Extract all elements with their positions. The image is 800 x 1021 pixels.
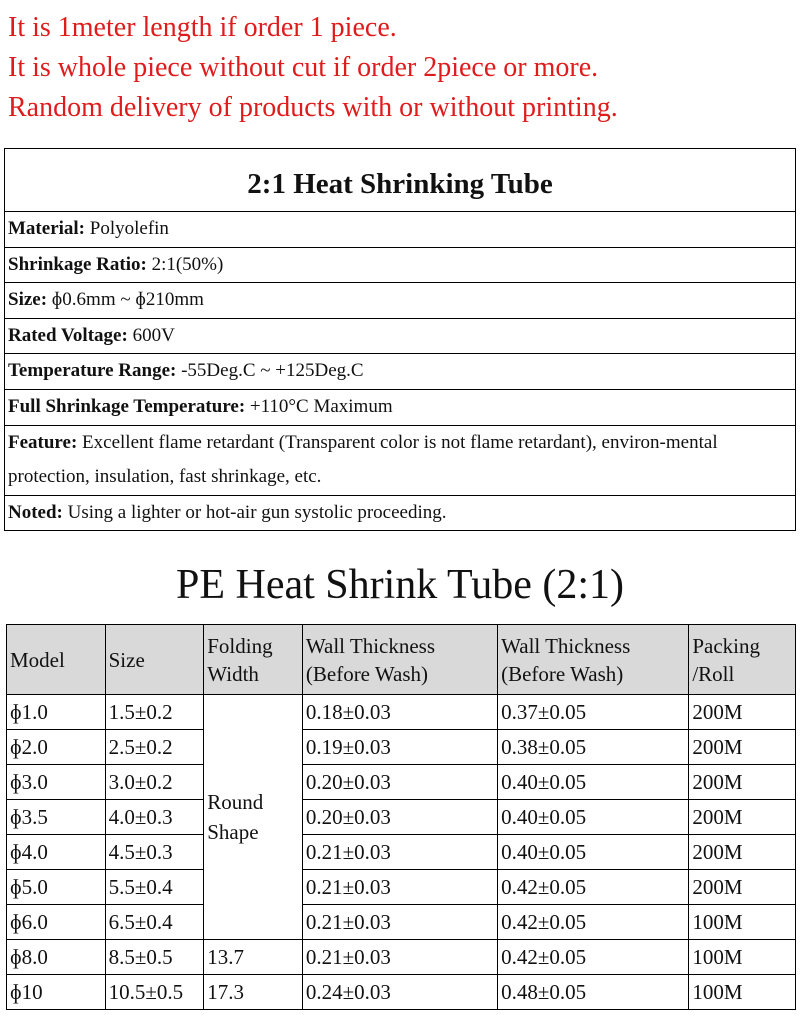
notice-line: It is 1meter length if order 1 piece. — [8, 12, 397, 43]
cell-size: 4.0±0.3 — [105, 800, 204, 835]
cell-model: ɸ3.0 — [7, 765, 106, 800]
spec-value: +110°C Maximum — [245, 395, 393, 417]
spec-row-noted — [5, 496, 795, 531]
cell-packing: 200M — [689, 765, 796, 800]
spec-value: 2:1(50%) — [146, 253, 224, 275]
cell-packing: 200M — [689, 695, 796, 730]
table-row — [7, 940, 796, 975]
table-row — [7, 765, 796, 800]
cell-wall-thickness: 0.21±0.03 — [302, 835, 497, 870]
spec-row-full-shrinkage — [5, 390, 795, 426]
spec-box — [4, 148, 796, 531]
cell-size: 2.5±0.2 — [105, 730, 204, 765]
col-header-wall-thickness: Wall Thickness (Before Wash) — [302, 625, 497, 695]
cell-folding-width: 13.7 — [204, 940, 303, 975]
cell-size: 5.5±0.4 — [105, 870, 204, 905]
table-header-row — [7, 625, 796, 695]
pe-table-title: PE Heat Shrink Tube (2:1) — [175, 562, 624, 608]
cell-size: 4.5±0.3 — [105, 835, 204, 870]
cell-wall-thickness: 0.19±0.03 — [302, 730, 497, 765]
cell-packing: 100M — [689, 940, 796, 975]
cell-size: 8.5±0.5 — [105, 940, 204, 975]
cell-wall-thickness: 0.21±0.03 — [302, 940, 497, 975]
notice-line: Random delivery of products with or without printing. — [8, 92, 618, 123]
spec-row-size — [5, 283, 795, 319]
cell-wall-thickness: 0.21±0.03 — [302, 870, 497, 905]
cell-wall-thickness: 0.38±0.05 — [498, 730, 689, 765]
cell-model: ɸ5.0 — [7, 870, 106, 905]
cell-model: ɸ6.0 — [7, 905, 106, 940]
cell-packing: 200M — [689, 730, 796, 765]
cell-model: ɸ1.0 — [7, 695, 106, 730]
spec-row-material — [5, 212, 795, 248]
cell-size: 6.5±0.4 — [105, 905, 204, 940]
cell-model: ɸ10 — [7, 975, 106, 1010]
spec-label: Noted: — [8, 501, 63, 523]
cell-size: 1.5±0.2 — [105, 695, 204, 730]
spec-label: Temperature Range: — [8, 360, 177, 382]
cell-wall-thickness: 0.42±0.05 — [498, 870, 689, 905]
spec-label: Feature: — [8, 431, 78, 453]
col-header-folding-width: Folding Width — [204, 625, 303, 695]
cell-packing: 200M — [689, 870, 796, 905]
cell-wall-thickness: 0.42±0.05 — [498, 940, 689, 975]
cell-packing: 200M — [689, 835, 796, 870]
cell-wall-thickness: 0.21±0.03 — [302, 905, 497, 940]
spec-row-feature — [5, 426, 795, 496]
table-row — [7, 835, 796, 870]
cell-folding-width: 17.3 — [204, 975, 303, 1010]
notice-line: It is whole piece without cut if order 2piece or more. — [8, 52, 599, 83]
cell-packing: 100M — [689, 905, 796, 940]
spec-label: Full Shrinkage Temperature: — [8, 395, 246, 417]
cell-wall-thickness: 0.20±0.03 — [302, 800, 497, 835]
size-table — [6, 624, 796, 1010]
cell-model: ɸ8.0 — [7, 940, 106, 975]
spec-row-voltage — [5, 319, 795, 355]
cell-wall-thickness: 0.24±0.03 — [302, 975, 497, 1010]
table-row — [7, 730, 796, 765]
spec-value: Excellent flame retardant (Transparent color is not flame retardant), environ-mental protection, insulation, fast shrinkage, etc. — [8, 431, 718, 488]
spec-title: 2:1 Heat Shrinking Tube — [5, 149, 795, 212]
spec-value: Polyolefin — [85, 218, 169, 239]
table-row — [7, 695, 796, 730]
table-row — [7, 870, 796, 905]
spec-value: Using a lighter or hot-air gun systolic proceeding. — [62, 501, 447, 523]
cell-folding-width: Round Shape — [204, 695, 303, 940]
col-header-wall-thickness: Wall Thickness (Before Wash) — [498, 625, 689, 695]
spec-label: Material: — [8, 218, 86, 239]
cell-model: ɸ3.5 — [7, 800, 106, 835]
cell-model: ɸ4.0 — [7, 835, 106, 870]
spec-value: 600V — [127, 324, 175, 346]
spec-row-temperature — [5, 354, 795, 390]
order-notice — [8, 8, 618, 128]
cell-model: ɸ2.0 — [7, 730, 106, 765]
spec-value: -55Deg.C ~ +125Deg.C — [176, 360, 364, 382]
cell-wall-thickness: 0.40±0.05 — [498, 765, 689, 800]
spec-row-ratio — [5, 248, 795, 284]
cell-wall-thickness: 0.42±0.05 — [498, 905, 689, 940]
col-header-size: Size — [105, 625, 204, 695]
spec-label: Size: — [8, 289, 48, 311]
cell-wall-thickness: 0.20±0.03 — [302, 765, 497, 800]
table-row — [7, 800, 796, 835]
table-row — [7, 975, 796, 1010]
cell-wall-thickness: 0.37±0.05 — [498, 695, 689, 730]
cell-wall-thickness: 0.40±0.05 — [498, 800, 689, 835]
cell-packing: 100M — [689, 975, 796, 1010]
cell-size: 10.5±0.5 — [105, 975, 204, 1010]
spec-value: ɸ0.6mm ~ ɸ210mm — [47, 289, 204, 311]
cell-wall-thickness: 0.40±0.05 — [498, 835, 689, 870]
cell-size: 3.0±0.2 — [105, 765, 204, 800]
spec-label: Shrinkage Ratio: — [8, 253, 147, 275]
cell-wall-thickness: 0.48±0.05 — [498, 975, 689, 1010]
cell-wall-thickness: 0.18±0.03 — [302, 695, 497, 730]
cell-packing: 200M — [689, 800, 796, 835]
col-header-packing: Packing /Roll — [689, 625, 796, 695]
table-row — [7, 905, 796, 940]
col-header-model: Model — [7, 625, 106, 695]
spec-label: Rated Voltage: — [8, 324, 128, 346]
